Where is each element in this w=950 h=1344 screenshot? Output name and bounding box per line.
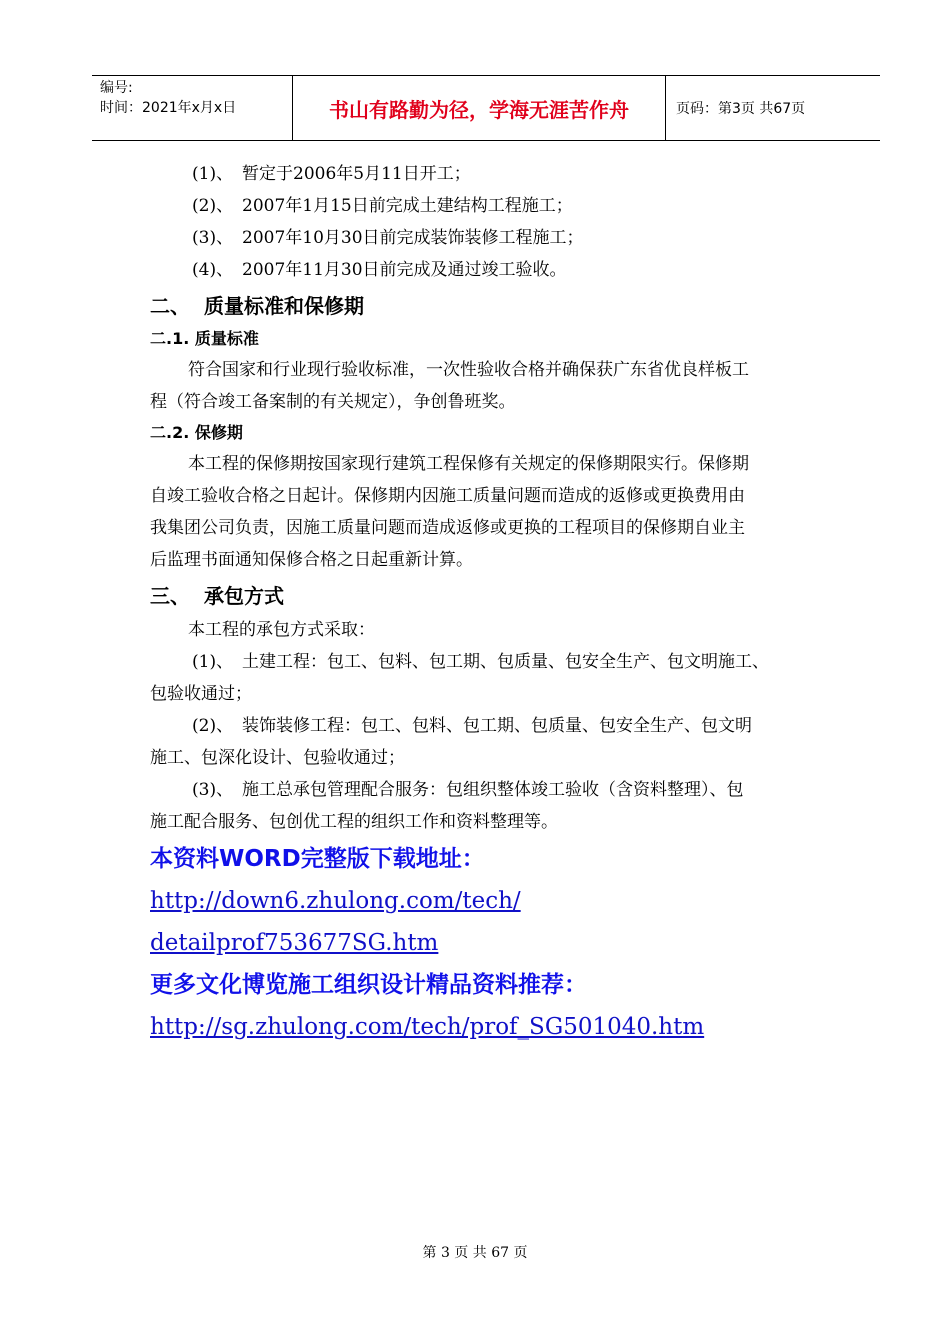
download-link-line-2[interactable]: detailprof753677SG.htm [150, 930, 439, 956]
header-page-info: 页码：第3页 共67页 [676, 101, 806, 117]
paragraph-line: 符合国家和行业现行验收标准，一次性验收合格并确保获广东省优良样板工 [188, 360, 749, 380]
header-meta [92, 76, 292, 140]
paragraph-line: 后监理书面通知保修合格之日起重新计算。 [150, 550, 473, 570]
contract-item: (3)、 施工总承包管理配合服务：包组织整体竣工验收（含资料整理）、包 [192, 780, 744, 800]
schedule-list [150, 158, 840, 286]
paragraph-line: 我集团公司负责，因施工质量问题而造成返修或更换的工程项目的保修期自业主 [150, 518, 745, 538]
contract-item: (1)、 土建工程：包工、包料、包工期、包质量、包安全生产、包文明施工、 [192, 652, 769, 672]
document-time-label: 时间：2021年x月x日 [100, 100, 237, 116]
contract-item-continuation: 施工配合服务、包创优工程的组织工作和资料整理等。 [150, 812, 558, 832]
contract-item: (2)、 装饰装修工程：包工、包料、包工期、包质量、包安全生产、包文明 [192, 716, 752, 736]
contract-item-continuation: 施工、包深化设计、包验收通过； [150, 748, 405, 768]
paragraph-line: 自竣工验收合格之日起计。保修期内因施工质量问题而造成的返修或更换费用由 [150, 486, 745, 506]
more-resources-link[interactable]: http://sg.zhulong.com/tech/prof_SG501040.htm [150, 1014, 705, 1040]
page-header [92, 75, 880, 141]
header-motto: 书山有路勤为径，学海无涯苦作舟 [292, 76, 666, 140]
paragraph-line: 本工程的保修期按国家现行建筑工程保修有关规定的保修期限实行。保修期 [188, 454, 749, 474]
more-resources-heading: 更多文化博览施工组织设计精品资料推荐： [150, 972, 587, 998]
document-number-label: 编号: [100, 80, 133, 96]
section-heading-quality: 二、 质量标准和保修期 [150, 294, 364, 318]
download-heading: 本资料WORD完整版下载地址： [150, 846, 485, 872]
document-body [150, 158, 840, 1048]
subsection-heading-quality-standard: 二.1. 质量标准 [150, 329, 259, 348]
schedule-item: (4)、 2007年11月30日前完成及通过竣工验收。 [192, 260, 567, 280]
download-link-line-1[interactable]: http://down6.zhulong.com/tech/ [150, 888, 521, 914]
schedule-item: (3)、 2007年10月30日前完成装饰装修工程施工； [192, 228, 584, 248]
paragraph-line: 程（符合竣工备案制的有关规定），争创鲁班奖。 [150, 392, 516, 412]
page-footer: 第 3 页 共 67 页 [422, 1245, 528, 1261]
schedule-item: (2)、 2007年1月15日前完成土建结构工程施工； [192, 196, 573, 216]
paragraph-line: 本工程的承包方式采取： [188, 620, 375, 640]
contract-item-continuation: 包验收通过； [150, 684, 252, 704]
schedule-item: (1)、 暂定于2006年5月11日开工； [192, 164, 471, 184]
subsection-heading-warranty: 二.2. 保修期 [150, 423, 243, 442]
section-heading-contract: 三、 承包方式 [150, 584, 284, 608]
